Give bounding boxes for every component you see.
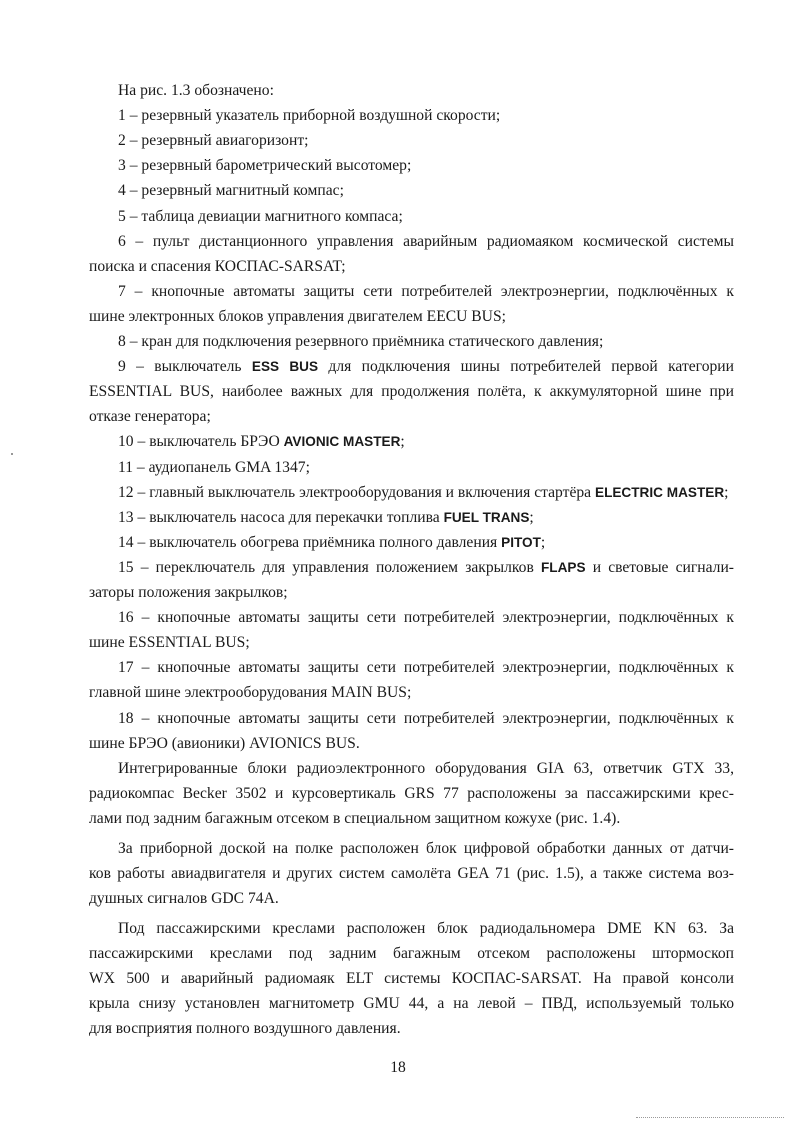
text-segment: 12 – главный выключатель электрооборудования и включения стартёра <box>118 484 595 501</box>
paragraph-line <box>118 918 734 940</box>
text-segment: главной шине электрооборудования MAIN BUS; <box>89 684 412 701</box>
text-segment: 14 – выключатель обогрева приёмника полного давления <box>118 534 502 551</box>
text-segment: лами под задним багажным отсеком в специальном защитном кожухе (рис. 1.4). <box>89 810 621 827</box>
list-item-line <box>118 708 734 730</box>
text-segment: 8 – кран для подключения резервного приёмника статического давления; <box>118 333 604 350</box>
list-item-line <box>118 206 403 228</box>
list-item-line <box>118 557 734 579</box>
intro-line <box>118 80 274 102</box>
text-segment: отказе генератора; <box>89 408 211 425</box>
text-segment: 15 – переключатель для управления положением закрылков <box>118 559 541 576</box>
list-item-line <box>89 256 346 278</box>
text-segment: 10 – выключатель БРЭО <box>118 433 284 450</box>
list-item-line <box>118 657 734 679</box>
text-segment: 2 – резервный авиагоризонт; <box>118 132 309 149</box>
scan-speck <box>11 453 13 455</box>
text-segment: шине ESSENTIAL BUS; <box>89 634 250 651</box>
text-segment: 5 – таблица девиации магнитного компаса; <box>118 208 403 225</box>
text-segment: 9 – выключатель <box>118 358 252 375</box>
text-segment: для восприятия полного воздушного давления. <box>89 1020 401 1037</box>
text-segment: Интегрированные блоки радиоэлектронного оборудования GIA 63, ответчик GTX 33, <box>118 760 734 777</box>
text-segment: и световые сигнали- <box>585 559 734 576</box>
list-item-line <box>118 180 344 202</box>
text-segment: ; <box>724 484 729 501</box>
list-item-line <box>118 356 734 378</box>
text-segment: радиокомпас Becker 3502 и курсовертикаль GRS 77 расположены за пассажирскими крес- <box>89 785 734 802</box>
text-segment: ков работы авиадвигателя и других систем самолёта GEA 71 (рис. 1.5), а также система воз- <box>89 865 734 882</box>
list-item-line <box>89 582 288 604</box>
scan-dotted-edge <box>636 1117 784 1118</box>
text-segment: За приборной доской на полке расположен блок цифровой обработки данных от датчи- <box>118 840 734 857</box>
text-segment: заторы положения закрылков; <box>89 584 288 601</box>
text-segment: поиска и спасения КОСПАС-SARSAT; <box>89 258 346 275</box>
list-item-line <box>89 733 360 755</box>
text-segment: 16 – кнопочные автоматы защиты сети потребителей электроэнергии, подключённых к <box>118 609 734 626</box>
text-segment: пассажирскими креслами под задним багажным отсеком расположены штормоскоп <box>89 945 734 962</box>
page-number: 18 <box>390 1059 406 1076</box>
text-segment: 4 – резервный магнитный компас; <box>118 182 344 199</box>
list-item-line <box>118 231 734 253</box>
list-item-line <box>89 306 506 328</box>
list-item-line <box>118 457 310 479</box>
paragraph-line <box>89 1018 401 1040</box>
bold-designator: ESS BUS <box>251 359 319 374</box>
text-segment: 7 – кнопочные автоматы защиты сети потребителей электроэнергии, подключённых к <box>118 283 734 300</box>
list-item-line <box>118 331 603 353</box>
text-segment: 17 – кнопочные автоматы защиты сети потребителей электроэнергии, подключённых к <box>118 659 734 676</box>
list-item-line <box>118 105 500 127</box>
list-item-line <box>89 632 250 654</box>
list-item-line <box>118 281 734 303</box>
list-item-line <box>118 482 728 504</box>
bold-designator: PITOT <box>501 535 541 550</box>
list-item-line <box>118 130 308 152</box>
list-item-line <box>118 532 545 554</box>
list-item-line <box>89 381 734 403</box>
text-segment: шине электронных блоков управления двигателем EECU BUS; <box>89 308 506 325</box>
paragraph-line <box>89 993 734 1015</box>
text-segment: 6 – пульт дистанционного управления аварийным радиомаяком космической системы <box>118 233 734 250</box>
list-item-line <box>89 406 211 428</box>
text-segment: 18 – кнопочные автоматы защиты сети потребителей электроэнергии, подключённых к <box>118 710 734 727</box>
bold-designator: FUEL TRANS <box>443 510 530 525</box>
text-segment: 1 – резервный указатель приборной воздушной скорости; <box>118 107 501 124</box>
bold-designator: FLAPS <box>541 560 586 575</box>
text-segment: шине БРЭО (авионики) AVIONICS BUS. <box>89 735 360 752</box>
text-segment: ; <box>400 433 405 450</box>
list-item-line <box>89 682 411 704</box>
bold-designator: AVIONIC MASTER <box>283 434 401 449</box>
list-item-line <box>118 431 405 453</box>
bold-designator: ELECTRIC MASTER <box>595 485 725 500</box>
list-item-line <box>118 155 411 177</box>
paragraph-line <box>89 888 279 910</box>
paragraph-line <box>89 808 620 830</box>
text-segment: для подключения шины потребителей первой категории <box>318 358 734 375</box>
text-segment: 3 – резервный барометрический высотомер; <box>118 157 412 174</box>
text-segment: крыла снизу установлен магнитометр GMU 44, а на левой – ПВД, используемый только <box>89 995 734 1012</box>
text-segment: Под пассажирскими креслами расположен блок радиодальномера DME KN 63. За <box>118 920 734 937</box>
paragraph-line <box>89 968 734 990</box>
text-segment: ESSENTIAL BUS, наиболее важных для продолжения полёта, к аккумуляторной шине при <box>89 383 734 400</box>
text-segment: На рис. 1.3 обозначено: <box>118 82 274 99</box>
text-segment: 13 – выключатель насоса для перекачки топлива <box>118 509 444 526</box>
paragraph-line <box>118 758 734 780</box>
paragraph-line <box>89 943 734 965</box>
paragraph-line <box>118 838 734 860</box>
list-item-line <box>118 607 734 629</box>
paragraph-line <box>89 863 734 885</box>
text-segment: ; <box>529 509 534 526</box>
text-segment: душных сигналов GDC 74A. <box>89 890 279 907</box>
paragraph-line <box>89 783 734 805</box>
text-segment: ; <box>540 534 546 551</box>
text-segment: WX 500 и аварийный радиомаяк ELT системы КОСПАС-SARSAT. На правой консоли <box>89 970 734 987</box>
text-segment: 11 – аудиопанель GMA 1347; <box>118 459 310 476</box>
list-item-line <box>118 507 534 529</box>
